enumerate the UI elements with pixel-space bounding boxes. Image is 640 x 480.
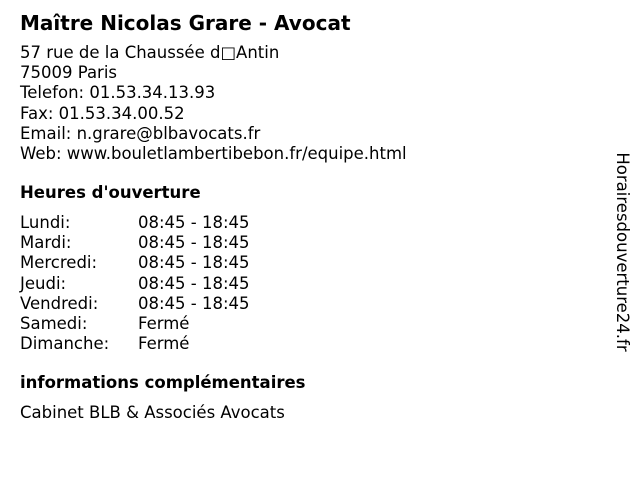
hours-heading: Heures d'ouverture	[20, 183, 201, 202]
city-address: 75009 Paris	[20, 63, 118, 83]
day-label: Vendredi:	[20, 293, 99, 313]
time-value: 08:45 - 18:45	[138, 253, 250, 273]
time-value: 08:45 - 18:45	[138, 273, 250, 293]
day-label: Lundi:	[20, 213, 71, 232]
time-value: Fermé	[138, 313, 190, 333]
website-url: Web: www.bouletlambertibebon.fr/equipe.html	[20, 143, 407, 163]
day-label: Dimanche:	[20, 334, 110, 354]
time-value: Fermé	[138, 334, 190, 354]
site-watermark: Horairesdouverture24.fr	[613, 152, 632, 352]
contact-block	[20, 43, 407, 164]
phone-number: Telefon: 01.53.34.13.93	[20, 83, 216, 103]
fax-number: Fax: 01.53.34.00.52	[20, 103, 185, 123]
day-label: Jeudi:	[20, 273, 67, 293]
time-value: 08:45 - 18:45	[138, 213, 250, 232]
page-title: Maître Nicolas Grare - Avocat	[20, 11, 351, 35]
info-heading: informations complémentaires	[20, 373, 306, 392]
day-label: Samedi:	[20, 313, 88, 333]
day-label: Mercredi:	[20, 253, 98, 273]
email-address: Email: n.grare@blbavocats.fr	[20, 123, 261, 143]
time-value: 08:45 - 18:45	[138, 233, 250, 253]
day-label: Mardi:	[20, 233, 72, 253]
info-text: Cabinet BLB & Associés Avocats	[20, 403, 285, 422]
street-address: 57 rue de la Chaussée d□Antin	[20, 43, 280, 62]
time-value: 08:45 - 18:45	[138, 293, 250, 313]
